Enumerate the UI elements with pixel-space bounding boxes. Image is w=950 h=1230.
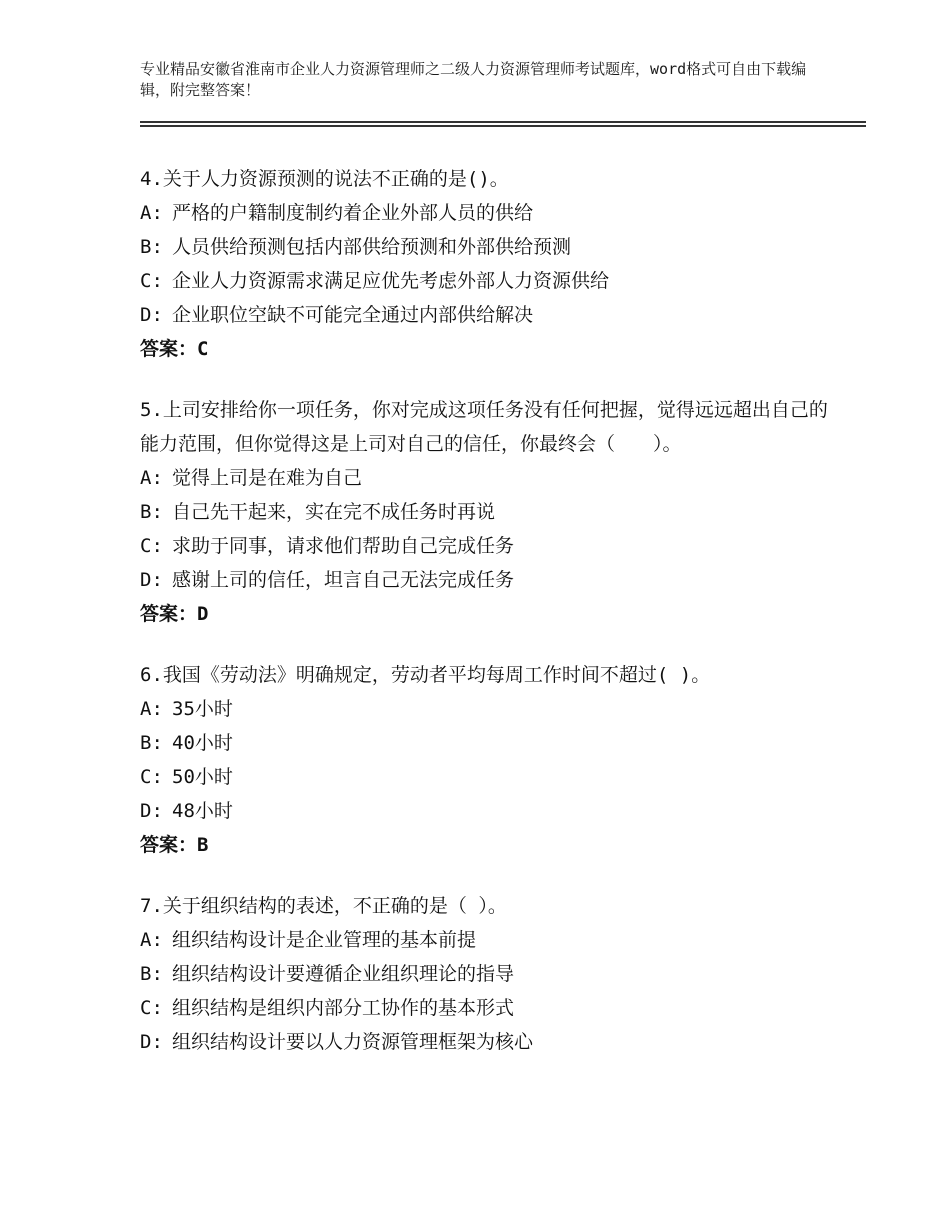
option-text: 觉得上司是在难为自己: [172, 467, 363, 489]
question-7: [140, 889, 840, 1059]
question-stem: 5.上司安排给你一项任务，你对完成这项任务没有任何把握，觉得远远超出自己的能力范围，但你觉得这是上司对自己的信任，你最终会（ ）。: [140, 399, 828, 455]
option-label: B:: [140, 732, 163, 754]
option-label: D:: [140, 304, 163, 326]
option-text: 35小时: [172, 698, 233, 720]
option-d: [140, 1025, 840, 1059]
option-text: 48小时: [172, 800, 233, 822]
option-text: 企业人力资源需求满足应优先考虑外部人力资源供给: [172, 270, 610, 292]
option-a: [140, 461, 840, 495]
option-label: A:: [140, 929, 163, 951]
option-label: B:: [140, 236, 163, 258]
option-text: 组织结构是组织内部分工协作的基本形式: [172, 997, 515, 1019]
option-text: 严格的户籍制度制约着企业外部人员的供给: [172, 202, 534, 224]
document-header: 专业精品安徽省淮南市企业人力资源管理师之二级人力资源管理师考试题库，word格式可自由下载编辑，附完整答案！: [140, 60, 807, 99]
option-label: B:: [140, 963, 163, 985]
option-text: 组织结构设计是企业管理的基本前提: [172, 929, 477, 951]
question-5: [140, 393, 840, 631]
option-d: [140, 794, 840, 828]
option-c: [140, 529, 840, 563]
option-label: A:: [140, 467, 163, 489]
option-label: A:: [140, 202, 163, 224]
option-a: [140, 923, 840, 957]
option-text: 组织结构设计要以人力资源管理框架为核心: [172, 1031, 534, 1053]
option-b: [140, 495, 840, 529]
option-label: B:: [140, 501, 163, 523]
answer-line: 答案：C: [140, 338, 209, 360]
question-4: [140, 162, 840, 366]
option-text: 50小时: [172, 766, 233, 788]
option-text: 人员供给预测包括内部供给预测和外部供给预测: [172, 236, 572, 258]
header-divider-bottom: [140, 125, 866, 127]
option-text: 感谢上司的信任，坦言自己无法完成任务: [172, 569, 515, 591]
question-stem: 7.关于组织结构的表述，不正确的是（ ）。: [140, 895, 507, 917]
option-label: D:: [140, 1031, 163, 1053]
option-b: [140, 726, 840, 760]
question-stem: 6.我国《劳动法》明确规定，劳动者平均每周工作时间不超过( )。: [140, 664, 711, 686]
option-d: [140, 563, 840, 597]
option-c: [140, 264, 840, 298]
option-text: 企业职位空缺不可能完全通过内部供给解决: [172, 304, 534, 326]
option-c: [140, 991, 840, 1025]
question-6: [140, 658, 840, 862]
answer-line: 答案：D: [140, 603, 209, 625]
option-b: [140, 230, 840, 264]
option-label: C:: [140, 535, 163, 557]
option-label: A:: [140, 698, 163, 720]
option-a: [140, 196, 840, 230]
option-b: [140, 957, 840, 991]
option-text: 组织结构设计要遵循企业组织理论的指导: [172, 963, 515, 985]
option-label: C:: [140, 270, 163, 292]
option-label: D:: [140, 569, 163, 591]
answer-line: 答案：B: [140, 834, 209, 856]
option-d: [140, 298, 840, 332]
option-text: 求助于同事，请求他们帮助自己完成任务: [172, 535, 515, 557]
option-text: 40小时: [172, 732, 233, 754]
header-divider-top: [140, 121, 866, 123]
option-a: [140, 692, 840, 726]
option-label: C:: [140, 997, 163, 1019]
option-text: 自己先干起来，实在完不成任务时再说: [172, 501, 496, 523]
question-stem: 4.关于人力资源预测的说法不正确的是()。: [140, 168, 509, 190]
question-list: [140, 162, 840, 1086]
option-label: C:: [140, 766, 163, 788]
option-label: D:: [140, 800, 163, 822]
option-c: [140, 760, 840, 794]
